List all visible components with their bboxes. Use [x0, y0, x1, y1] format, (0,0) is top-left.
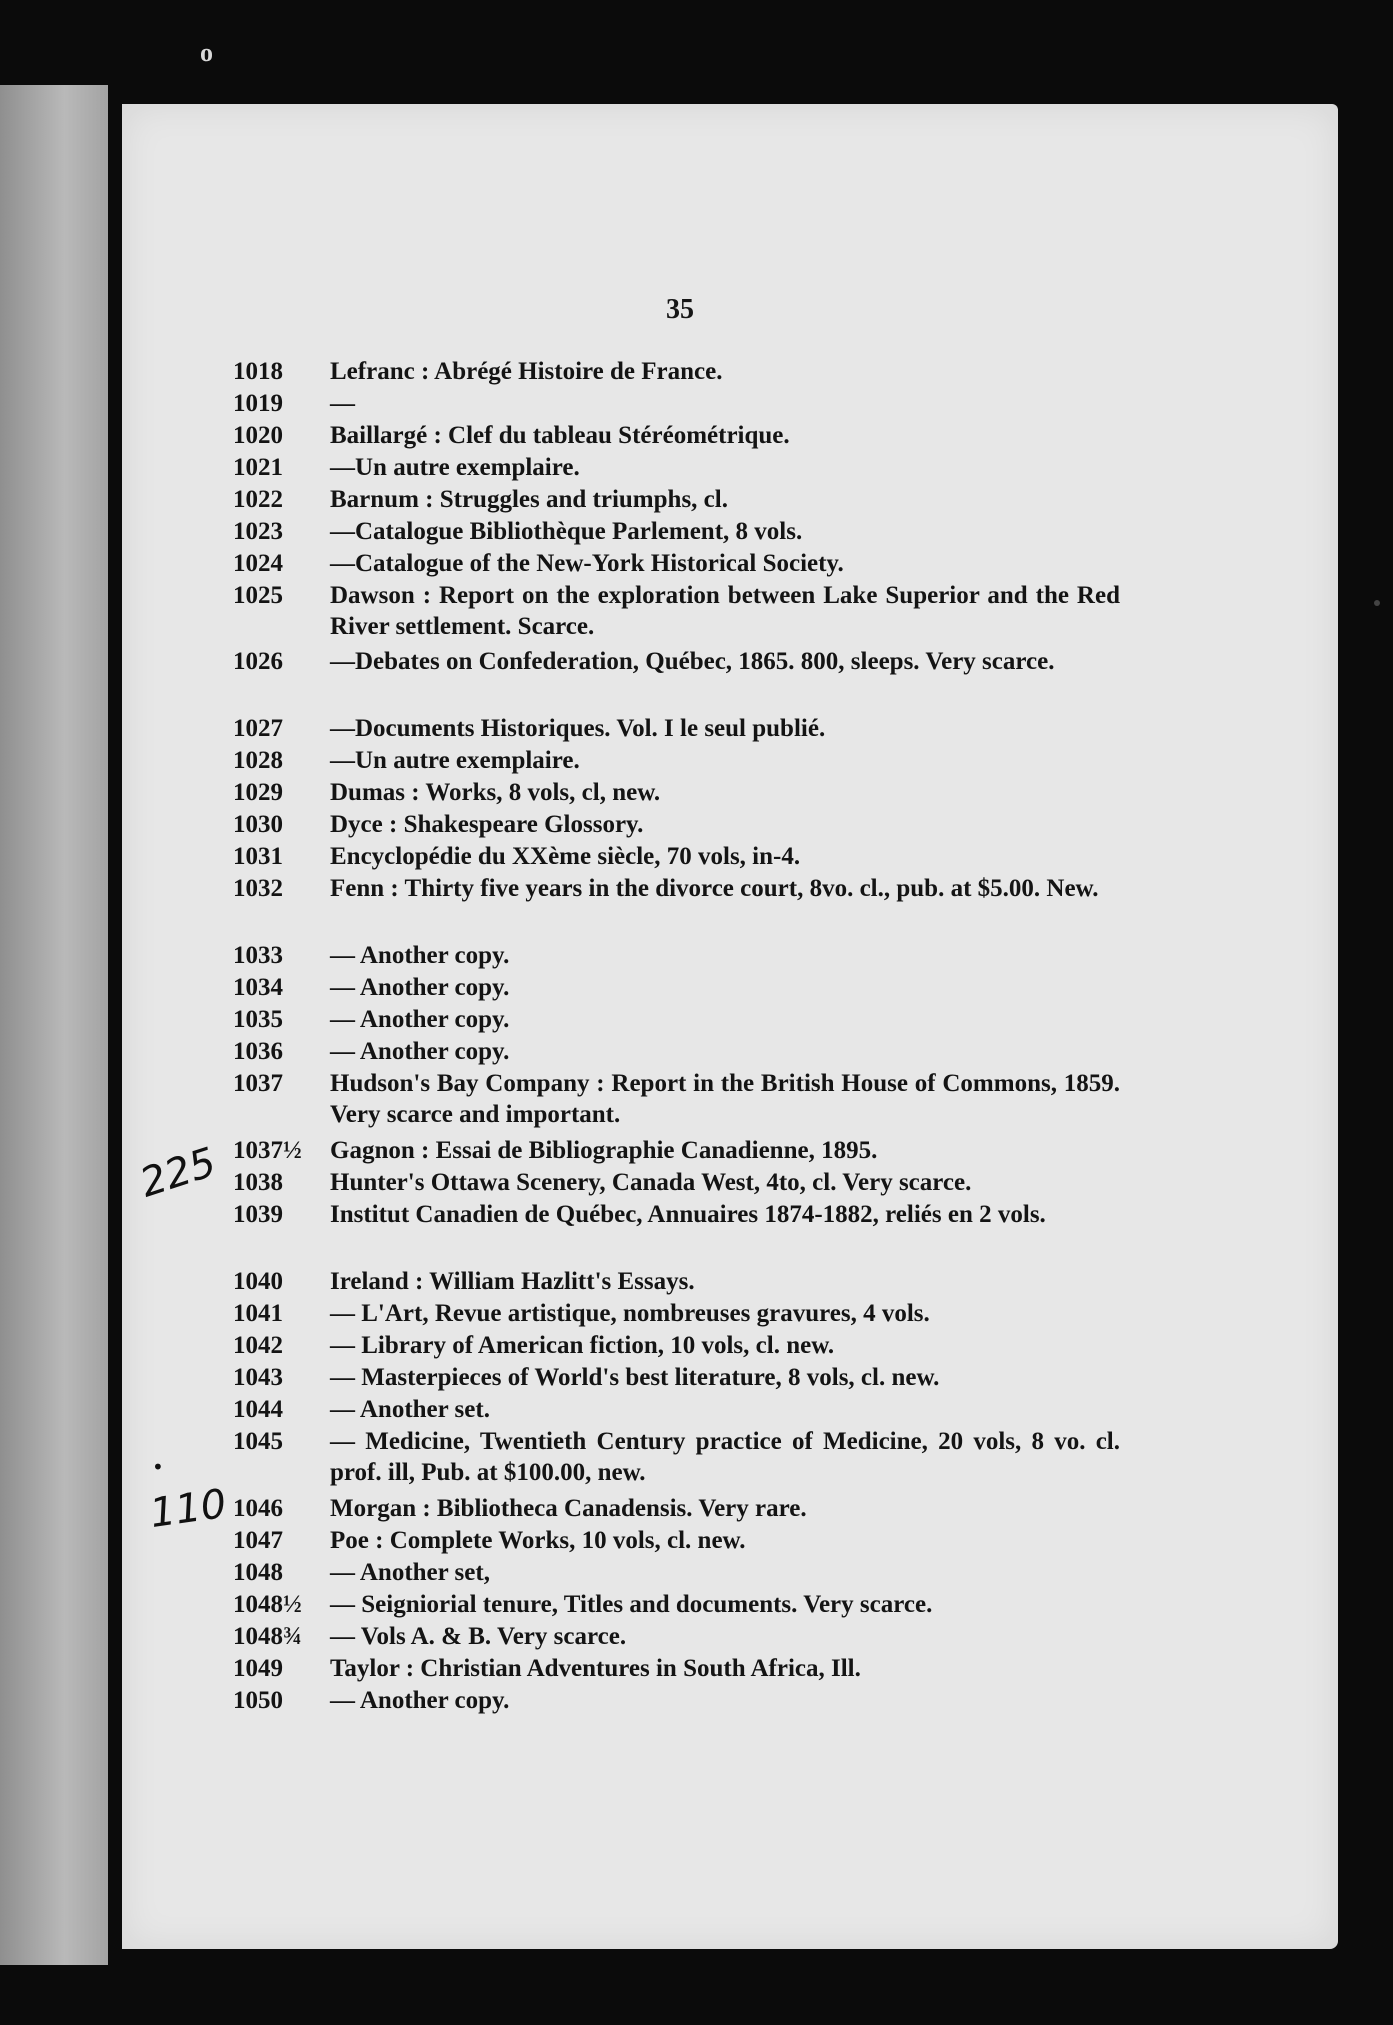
lot-description: — Seigniorial tenure, Titles and documents. Very scarce. [330, 1591, 933, 1618]
scan-speck [1374, 600, 1380, 606]
lot-description: Hunter's Ottawa Scenery, Canada West, 4to, cl. Very scarce. [330, 1169, 972, 1196]
lot-description: Encyclopédie du XXème siècle, 70 vols, in-4. [330, 843, 801, 870]
lot-description: Dumas : Works, 8 vols, cl, new. [330, 779, 661, 806]
page-number: 35 [666, 294, 694, 325]
lot-description: —Un autre exemplaire. [330, 454, 580, 481]
lot-number: 1033 [233, 942, 283, 969]
lot-number: 1025 [233, 582, 283, 609]
adjacent-page-edge [0, 85, 108, 1965]
lot-number: 1034 [233, 974, 283, 1001]
lot-number: 1049 [233, 1655, 283, 1682]
lot-number: 1042 [233, 1332, 283, 1359]
lot-number: 1022 [233, 486, 283, 513]
lot-number: 1047 [233, 1527, 283, 1554]
lot-description: Morgan : Bibliotheca Canadensis. Very rare. [330, 1495, 807, 1522]
lot-number: 1027 [233, 715, 283, 742]
lot-description: — [330, 390, 355, 417]
pencil-annotation: 110 [147, 1480, 230, 1538]
lot-number: 1035 [233, 1006, 283, 1033]
lot-description: —Debates on Confederation, Québec, 1865. 800, sleeps. Very scarce. [330, 648, 1055, 675]
lot-description: Institut Canadien de Québec, Annuaires 1874-1882, reliés en 2 vols. [330, 1201, 1046, 1228]
lot-number: 1028 [233, 747, 283, 774]
lot-number: 1026 [233, 648, 283, 675]
binding-gutter [108, 85, 122, 1965]
lot-number: 1046 [233, 1495, 283, 1522]
lot-number: 1023 [233, 518, 283, 545]
pencil-dot: • [152, 1455, 164, 1479]
lot-number: 1019 [233, 390, 283, 417]
lot-description: —Documents Historiques. Vol. I le seul publié. [330, 715, 826, 742]
lot-number: 1050 [233, 1687, 283, 1714]
lot-number: 1039 [233, 1201, 283, 1228]
lot-description: —Catalogue of the New-York Historical Society. [330, 550, 844, 577]
lot-description: —Un autre exemplaire. [330, 747, 580, 774]
lot-number: 1031 [233, 843, 283, 870]
lot-number: 1044 [233, 1396, 283, 1423]
lot-description: — Masterpieces of World's best literature, 8 vols, cl. new. [330, 1364, 940, 1391]
lot-description: — Vols A. & B. Very scarce. [330, 1623, 627, 1650]
lot-description: — Another copy. [330, 1687, 510, 1714]
lot-description: — Another copy. [330, 1038, 510, 1065]
lot-description: Taylor : Christian Adventures in South Africa, Ill. [330, 1655, 861, 1682]
lot-number: 1018 [233, 358, 283, 385]
lot-description: — Library of American fiction, 10 vols, cl. new. [330, 1332, 835, 1359]
lot-description: — Another copy. [330, 974, 510, 1001]
lot-number: 1043 [233, 1364, 283, 1391]
lot-number: 1040 [233, 1268, 283, 1295]
lot-description: — Another set. [330, 1396, 490, 1423]
lot-number: 1030 [233, 811, 283, 838]
lot-number: 1032 [233, 875, 283, 902]
lot-description: Poe : Complete Works, 10 vols, cl. new. [330, 1527, 746, 1554]
lot-description: Baillargé : Clef du tableau Stéréométrique. [330, 422, 790, 449]
lot-number: 1024 [233, 550, 283, 577]
lot-description: Dawson : Report on the exploration between Lake Superior and the Red River settlement. Scarce. [330, 582, 1120, 640]
lot-number: 1048¾ [233, 1623, 302, 1650]
lot-description: Lefranc : Abrégé Histoire de France. [330, 358, 723, 385]
lot-number: 1048½ [233, 1591, 302, 1618]
lot-number: 1021 [233, 454, 283, 481]
lot-description: Fenn : Thirty five years in the divorce court, 8vo. cl., pub. at $5.00. New. [330, 875, 1099, 902]
pencil-annotation: 225 [134, 1139, 222, 1207]
lot-description: — Another copy. [330, 1006, 510, 1033]
lot-description: Gagnon : Essai de Bibliographie Canadienne, 1895. [330, 1137, 878, 1164]
lot-description: — Medicine, Twentieth Century practice of Medicine, 20 vols, 8 vo. cl. prof. ill, Pub. at $100.00, new. [330, 1428, 1120, 1486]
lot-description: — L'Art, Revue artistique, nombreuses gravures, 4 vols. [330, 1300, 930, 1327]
lot-number: 1029 [233, 779, 283, 806]
lot-number: 1045 [233, 1428, 283, 1455]
lot-number: 1048 [233, 1559, 283, 1586]
lot-number: 1037 [233, 1070, 283, 1097]
lot-description: Dyce : Shakespeare Glossory. [330, 811, 644, 838]
lot-description: Hudson's Bay Company : Report in the British House of Commons, 1859. Very scarce and important. [330, 1070, 1120, 1128]
lot-number: 1038 [233, 1169, 283, 1196]
corner-mark: o [200, 38, 213, 67]
lot-description: Barnum : Struggles and triumphs, cl. [330, 486, 728, 513]
lot-number: 1020 [233, 422, 283, 449]
lot-description: Ireland : William Hazlitt's Essays. [330, 1268, 695, 1295]
lot-number: 1037½ [233, 1137, 302, 1164]
lot-number: 1041 [233, 1300, 283, 1327]
lot-description: —Catalogue Bibliothèque Parlement, 8 vols. [330, 518, 803, 545]
lot-description: — Another set, [330, 1559, 490, 1586]
lot-description: — Another copy. [330, 942, 510, 969]
lot-number: 1036 [233, 1038, 283, 1065]
